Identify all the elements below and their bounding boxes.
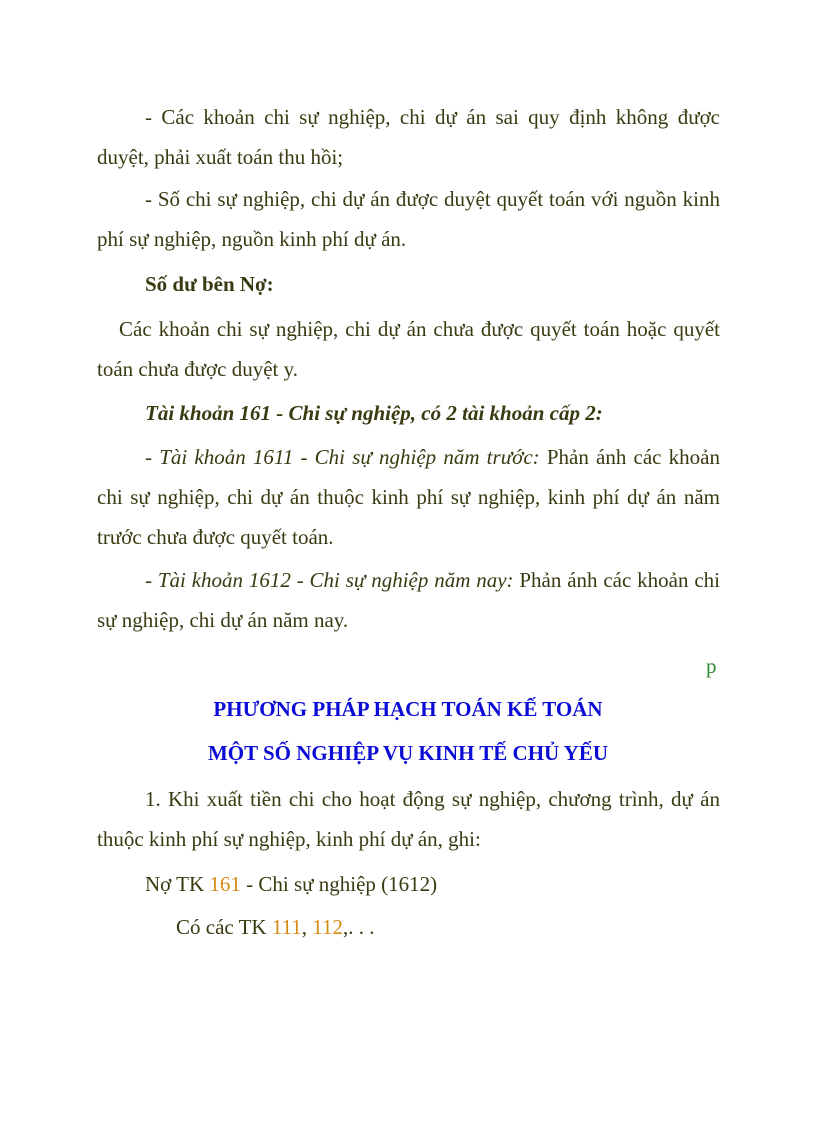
credit-entry (176, 915, 375, 940)
paragraph-approved-expenses: - Số chi sự nghiệp, chi dự án được duyệt quyết toán với nguồn kinh phí sự nghiệp, nguồn kinh phí dự án. (97, 187, 720, 251)
credit-account-111-link[interactable]: 111 (271, 915, 302, 939)
account-1612-title: Tài khoản 1612 - Chi sự nghiệp năm nay: (157, 568, 514, 592)
credit-prefix: Có các TK (176, 915, 272, 939)
credit-separator: , (301, 915, 313, 939)
debit-account-link[interactable]: 161 (209, 872, 241, 896)
balance-heading: Số dư bên Nợ: (145, 272, 274, 296)
credit-account-112-link[interactable]: 112 (312, 915, 344, 939)
account-1611-body: Phản ánh các khoản chi sự nghiệp, chi dự án thuộc kinh phí sự nghiệp, kinh phí dự án năm trước chưa được quyết toán. (97, 445, 720, 549)
section-title-line1: PHƯƠNG PHÁP HẠCH TOÁN KẾ TOÁN (213, 697, 603, 721)
paragraph-account-1611 (97, 437, 720, 557)
account-161-heading: Tài khoản 161 - Chi sự nghiệp, có 2 tài khoản cấp 2: (145, 401, 603, 425)
paragraph-rejected-expenses: - Các khoản chi sự nghiệp, chi dự án sai quy định không được duyệt, phải xuất toán thu hồi; (97, 105, 720, 169)
account-1612-body: Phản ánh các khoản chi sự nghiệp, chi dự án năm nay. (97, 568, 720, 632)
debit-entry (145, 872, 437, 897)
account-1611-title: Tài khoản 1611 - Chi sự nghiệp năm trước: (159, 445, 540, 469)
marker-p: p (706, 654, 717, 678)
item-1-text: 1. Khi xuất tiền chi cho hoạt động sự nghiệp, chương trình, dự án thuộc kinh phí sự nghiệp, kinh phí dự án, ghi: (97, 787, 720, 851)
account-1612-prefix: - (145, 568, 158, 592)
debit-suffix: - Chi sự nghiệp (1612) (240, 872, 438, 896)
paragraph-debit-balance: Các khoản chi sự nghiệp, chi dự án chưa được quyết toán hoặc quyết toán chưa được duyệt y. (97, 317, 720, 381)
account-1611-prefix: - (145, 445, 160, 469)
debit-prefix: Nợ TK (145, 872, 210, 896)
credit-suffix: ,. . . (343, 915, 375, 939)
paragraph-account-1612 (97, 560, 720, 640)
section-title-line2: MỘT SỐ NGHIỆP VỤ KINH TẾ CHỦ YẾU (207, 741, 609, 765)
